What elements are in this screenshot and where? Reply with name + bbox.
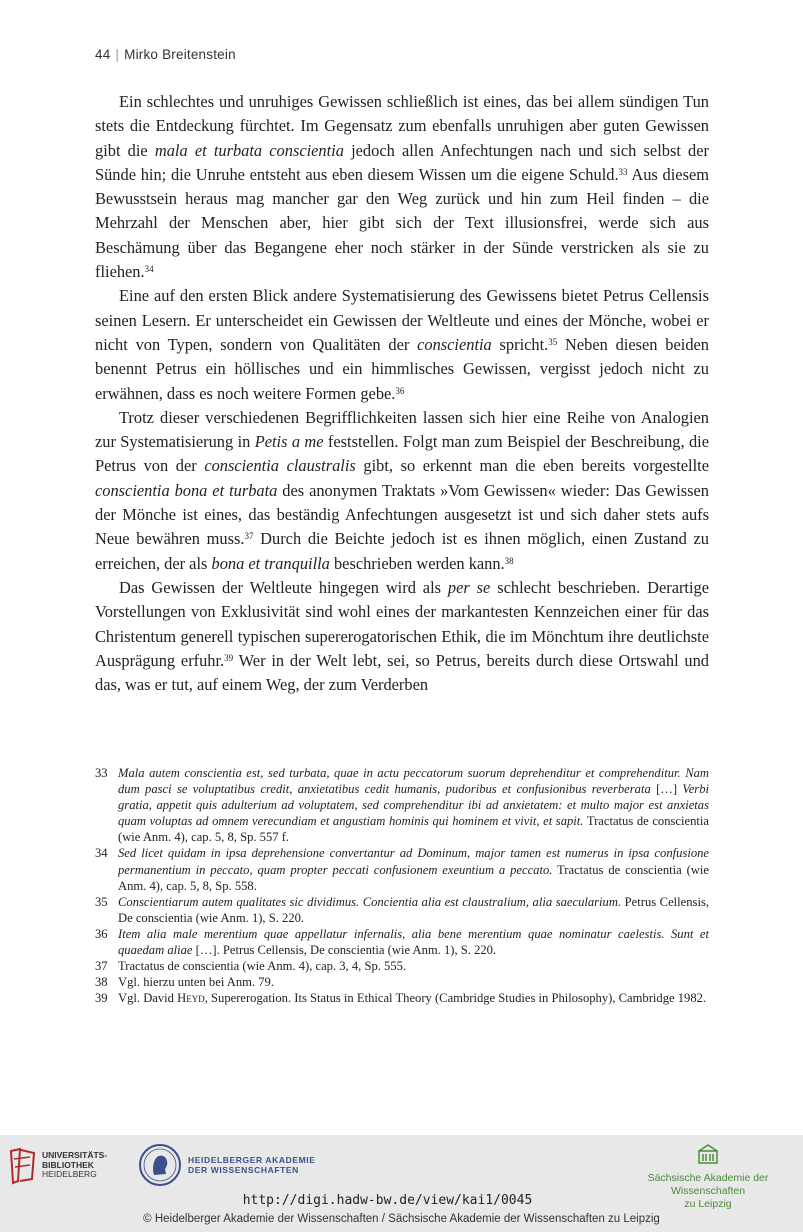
small-caps-span: Heyd [177,991,205,1006]
hadw-logo-line2: DER WISSENSCHAFTEN [188,1165,299,1175]
paragraph [95,90,709,284]
footnote-number: 33 [95,766,108,780]
text-span: Ein schlechtes und unruhiges Gewissen schließlich ist eines, das bei allem sündigen Tun stets die Entdeckung fürchtet. Im Gegensatz zum ebenfalls unruhigen aber guten Gewissen gibt die [95,92,709,160]
text-span: Das Gewissen der Weltleute hingegen wird als [119,577,448,597]
italic-span: bona et tranquilla [211,553,330,573]
footnote-ref[interactable]: 39 [224,652,234,663]
text-span: schlecht beschrieben. Derartige Vorstellungen von Exklusivität sind wohl eines der markantesten Kennzeichen einer für das Christentum generell typischen supererogatorischen Ethik, die im Mönchtum ihre deutlichste Ausprägung erfuhr. [95,577,710,670]
footnote-text [118,974,709,990]
hadw-head-seal-icon [138,1143,182,1187]
hadw-logo-line1: HEIDELBERGER AKADEMIE [188,1155,316,1165]
footnote [95,926,709,958]
italic-span: Sed licet quidam in ipsa deprehensione convertantur ad Dominum, major tamen est numerus in ipsa confusione permanentium in peccato, quam propter peccati confusionem exeuntium a peccato. [118,846,709,877]
footnote-text [118,765,709,845]
text-span: feststellen. Folgt man zum Beispiel der Beschreibung, die Petrus von der [95,432,709,476]
footnote [95,894,709,926]
text-span: Tractatus de conscientia (wie Anm. 4), cap. 3, 4, Sp. 555. [118,959,407,974]
text-span: Wer in der Welt lebt, sei, so Petrus, bereits durch diese Ortswahl und das, was er tut, auf einem Weg, der zum Verderben [95,650,709,695]
italic-span: conscientia claustralis [204,456,356,476]
saw-building-icon [697,1143,719,1165]
text-span: Vgl. David [118,991,178,1006]
ub-logo-line1: UNIVERSITÄTS- [42,1150,108,1160]
footnote-number: 34 [95,846,108,861]
ub-emblem-icon [8,1145,38,1185]
text-span: Trotz dieser verschiedenen Begrifflichkeiten lassen sich hier eine Reihe von Analogien zur Systematisierung in [95,407,709,452]
text-span: […]. Petrus Cellensis, De conscientia (wie Anm. 1), S. 220. [192,943,497,958]
italic-span: Item alia male merentium quae appellatur infernalis, alia bene merentium quae nominatur caelestis. Sunt et quaedam aliae [118,926,709,958]
footnote [95,974,709,990]
footnote-ref[interactable]: 38 [504,555,514,566]
footnote [95,765,709,845]
page-number: 44 [95,47,111,62]
header-author: Mirko Breitenstein [124,47,236,62]
running-header [95,47,236,62]
footnote-number: 38 [95,975,108,990]
footnote-ref[interactable]: 35 [548,337,558,348]
footnotes [95,765,709,1006]
italic-span: conscientia bona et turbata [95,480,278,500]
paragraph [95,576,709,697]
text-span: Tractatus de conscientia (wie Anm. 4), cap. 5, 8, Sp. 558. [118,862,709,893]
italic-span: Conscientiarum autem qualitates sic dividimus. Concientia alia est claustralium, alia saecularium. [118,894,622,909]
footnote [95,958,709,974]
footnote-text [118,990,709,1006]
text-span: […] [650,782,683,797]
italic-span: Verbi gratia, appetit quis adulterium ad voluptatem, sed comprehenditur ibi ad anxietatem: et multo major est anxietas quam voluptas ad omnem verecundiam et angustiam hominis qui hominem et vivit, et sapit. [118,782,709,829]
text-span: des anonymen Traktats »Vom Gewissen« wieder: Das Gewissen der Mönche ist eines, das beständig Anfechtungen ausgesetzt ist und sich daher stets aufs Neue bewähren muss. [95,480,709,549]
footnote-text [118,958,709,974]
text-span: , Supererogation. Its Status in Ethical Theory (Cambridge Studies in Philosophy), Cambridge 1982. [204,991,707,1006]
footnote-ref[interactable]: 36 [395,385,405,396]
text-span: Vgl. hierzu unten bei Anm. 79. [118,975,274,990]
footnote-number: 35 [95,894,108,909]
text-span: Neben diesen beiden benennt Petrus ein höllisches und ein himmlisches Gewissen, vergisst jedoch nicht zu erwähnen, dass es noch weitere Formen gebe. [95,334,709,403]
footnote-ref[interactable]: 37 [244,531,254,542]
text-span: beschrieben werden kann. [329,553,505,573]
footnote-text [118,926,709,958]
copyright-notice: © Heidelberger Akademie der Wissenschaften / Sächsische Akademie der Wissenschaften zu Leipzig [143,1213,660,1225]
italic-span: Mala autem conscientia est, sed turbata, quae in actu peccatorum suorum deprehenditur et comprehenditur. Nam dum pasci se voluptatibus credit, anxietatibus cedit humanis, pudoribus et confusionibus reverberata [118,766,709,797]
hadw-logo[interactable] [138,1143,316,1187]
italic-span: mala et turbata conscientia [154,140,344,160]
footnote-number: 36 [95,926,108,941]
paragraph [95,284,709,405]
italic-span: conscientia [417,334,492,354]
italic-span: per se [447,577,491,597]
footnote-text [118,845,709,893]
saw-logo-line1: Sächsische Akademie der Wissenschaften [647,1172,769,1197]
footnote [95,990,709,1006]
footnote-ref[interactable]: 34 [144,264,154,275]
main-text [95,90,709,697]
paragraph [95,406,709,576]
text-span: Durch die Beichte jedoch ist es ihnen möglich, einen Zustand zu erreichen, der als [95,529,709,573]
italic-span: Petis a me [254,432,324,452]
footnote-number: 39 [95,991,108,1006]
ub-heidelberg-logo[interactable] [8,1145,107,1185]
text-span: Eine auf den ersten Blick andere Systematisierung des Gewissens bietet Petrus Cellensis seinen Lesern. Er unterscheidet ein Gewissen der Weltleute und eines der Mönche, wobei er nicht von Typen, sondern von Qualitäten der [95,286,709,354]
text-span: jedoch allen Anfechtungen nach und sich selbst der Sünde hin; die Unruhe entsteht aus eben diesem Wissen um die eigene Schuld. [95,140,709,184]
text-span: Tractatus de conscientia (wie Anm. 4), cap. 5, 8, Sp. 557 f. [118,814,709,845]
text-span: Aus diesem Bewusstsein heraus mag mancher gar den Weg zurück und hin zum Heil finden – die Mehrzahl der Menschen aber, hier gibt sich der Text illusionsfrei, werde sich aus Beschämung über das Begangene eher noch stärker in der Sünde verstricken als sie zu fliehen. [95,164,709,282]
footnote-number: 37 [95,959,108,974]
footnote-ref[interactable]: 33 [618,166,628,177]
footnote [95,845,709,893]
text-span: Petrus Cellensis, De conscientia (wie Anm. 1), S. 220. [118,894,710,925]
ub-logo-line2: BIBLIOTHEK [42,1159,94,1170]
text-span: spricht. [491,334,549,354]
header-separator: | [115,47,120,62]
ub-logo-line3: HEIDELBERG [42,1169,97,1179]
footnote-text [118,894,709,926]
source-url-link[interactable]: http://digi.hadw-bw.de/view/kai1/0045 [242,1193,533,1208]
text-span: gibt, so erkennt man die eben bereits vorgestellte [355,456,709,476]
saw-logo-line2: zu Leipzig [684,1198,732,1210]
